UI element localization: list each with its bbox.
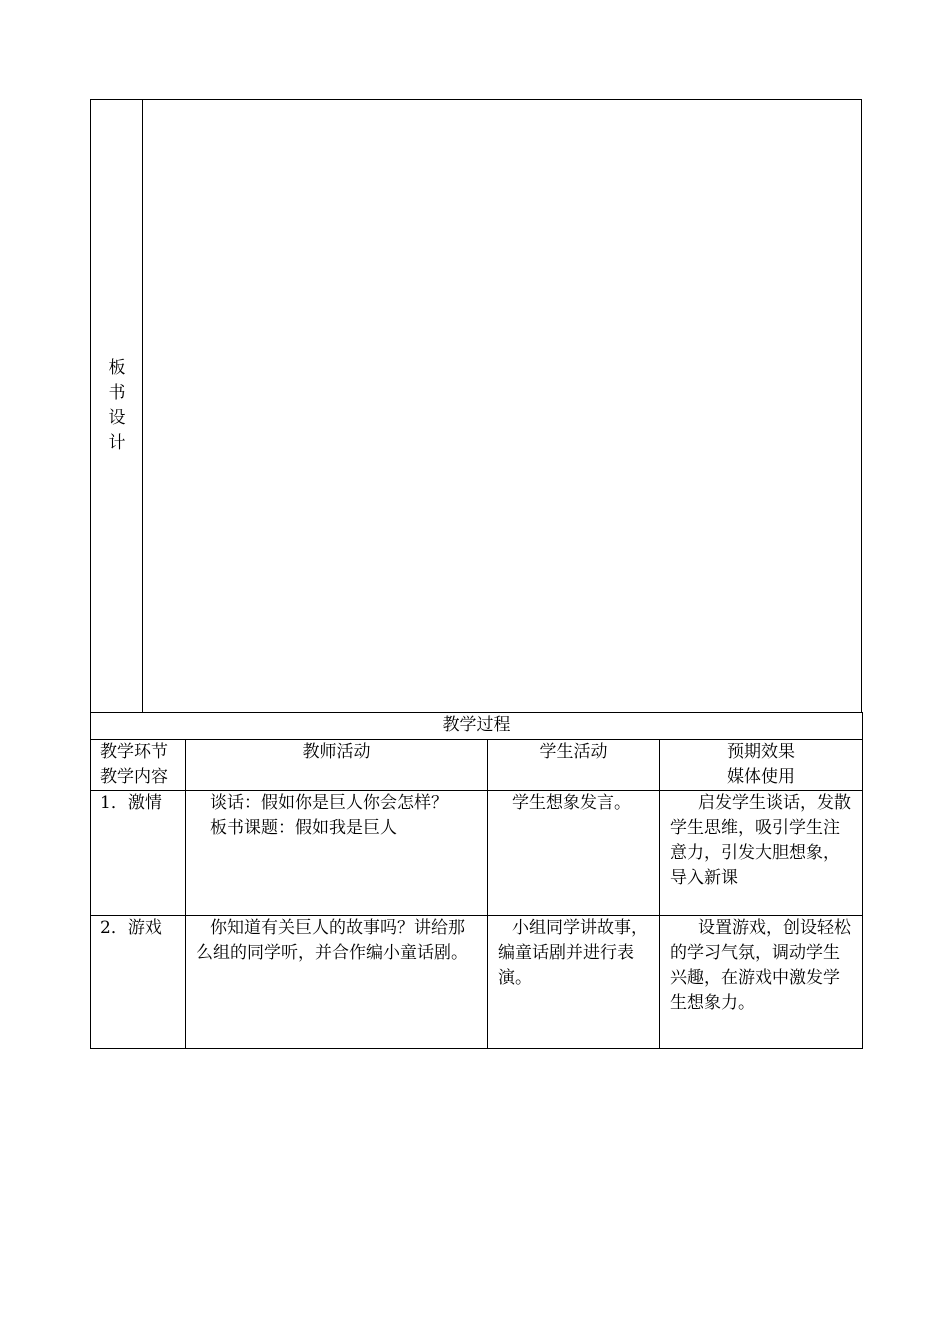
table-title: 教学过程 — [91, 713, 863, 740]
board-label-char: 设 — [108, 408, 126, 428]
header-student: 学生活动 — [488, 740, 660, 791]
teacher-line: 板书课题：假如我是巨人 — [210, 818, 397, 838]
header-stage — [91, 740, 186, 791]
header-stage-line1: 教学环节 — [100, 742, 168, 762]
table-row — [91, 791, 863, 916]
header-stage-line2: 教学内容 — [100, 767, 168, 787]
row-stage: 1．激情 — [91, 791, 186, 916]
row-expected-effect: 启发学生谈话，发散学生思维，吸引学生注意力，引发大胆想象，导入新课 — [660, 791, 863, 916]
row-teacher-activity — [186, 791, 488, 916]
row-student-activity: 学生想象发言。 — [488, 791, 660, 916]
table-header-row — [91, 740, 863, 791]
board-label-char: 书 — [108, 383, 126, 403]
table-row — [91, 916, 863, 1049]
row-student-activity: 小组同学讲故事，编童话剧并进行表演。 — [488, 916, 660, 1049]
header-effect-line1: 预期效果 — [727, 742, 795, 762]
table-title-row — [91, 713, 863, 740]
board-design-content — [143, 100, 861, 712]
row-expected-effect: 设置游戏，创设轻松的学习气氛，调动学生兴趣，在游戏中激发学生想象力。 — [660, 916, 863, 1049]
teaching-process-table — [90, 712, 863, 1049]
header-effect — [660, 740, 863, 791]
header-effect-line2: 媒体使用 — [727, 767, 795, 787]
row-teacher-activity: 你知道有关巨人的故事吗？讲给那么组的同学听，并合作编小童话剧。 — [186, 916, 488, 1049]
teacher-line: 谈话：假如你是巨人你会怎样？ — [210, 793, 448, 813]
row-stage: 2．游戏 — [91, 916, 186, 1049]
board-design-label-cell — [91, 100, 143, 712]
header-teacher: 教师活动 — [186, 740, 488, 791]
board-label-char: 板 — [108, 358, 126, 378]
board-design-box — [90, 99, 862, 713]
board-label-char: 计 — [108, 433, 126, 453]
board-design-label — [91, 356, 143, 456]
